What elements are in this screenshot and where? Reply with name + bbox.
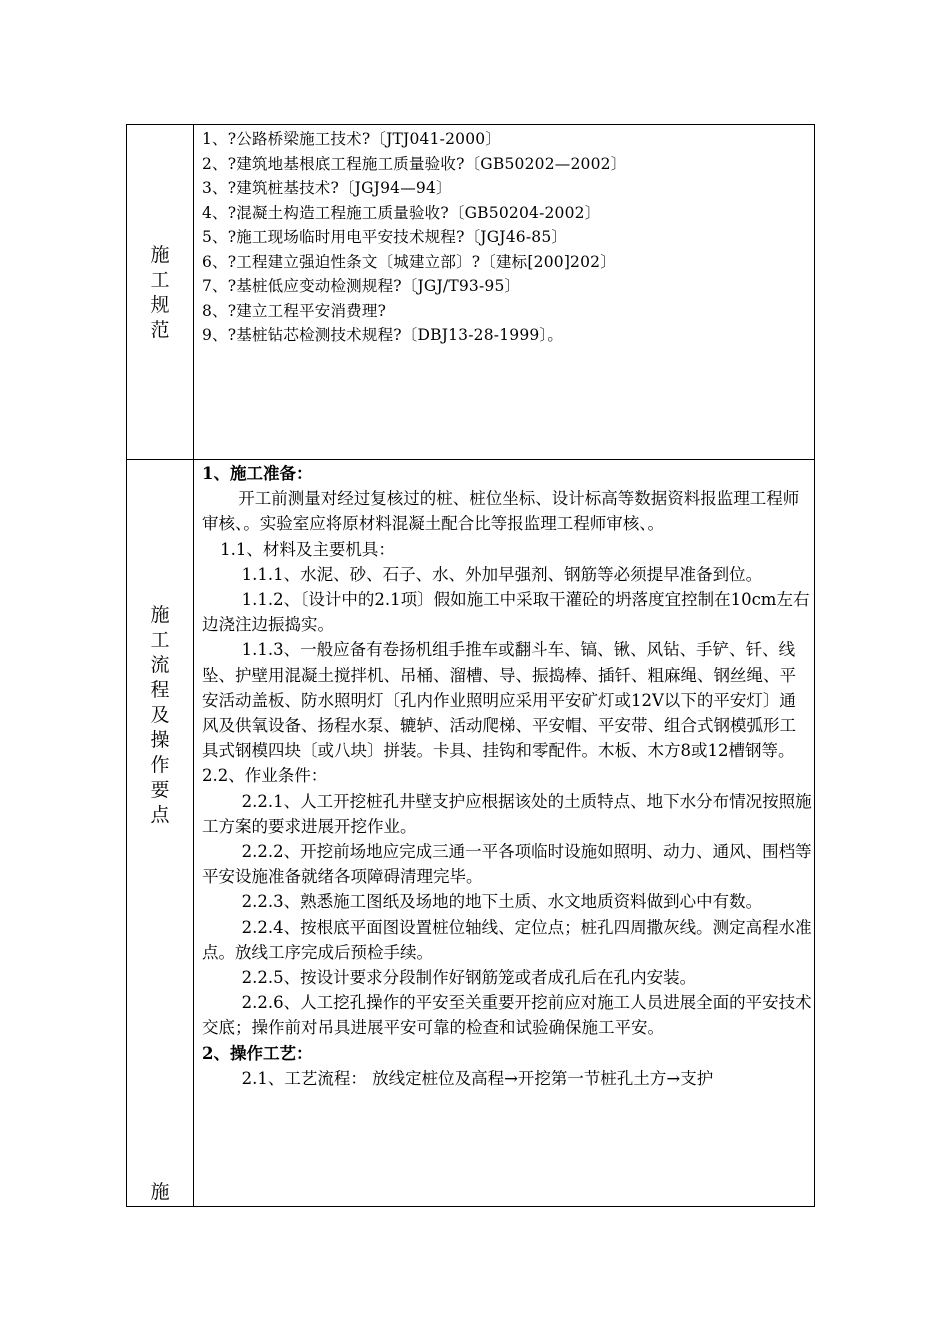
process-content [202, 461, 812, 1091]
label-construction-specs [127, 243, 193, 343]
paragraph: 1.1.1、水泥、砂、石子、水、外加早强剂、钢筋等必须提早准备到位。 [241, 564, 763, 584]
label-continued [127, 1180, 193, 1205]
spec-item: 2、?建筑地基根底工程施工质量验收?〔GB50202—2002〕 [202, 154, 627, 173]
paragraph: 2.2.3、熟悉施工图纸及场地的地下土质、水文地质资料做到心中有数。 [241, 892, 763, 912]
label-char: 施 [150, 244, 170, 266]
column-divider [193, 125, 194, 1206]
label-char: 规 [150, 294, 170, 316]
label-char: 工 [150, 629, 170, 651]
spec-table [126, 124, 815, 1207]
paragraph: 2.1、工艺流程： 放线定桩位及高程→开挖第一节桩孔土方→支护 [241, 1068, 714, 1088]
row-divider [127, 459, 814, 460]
subheading-conditions: 2.2、作业条件： [202, 766, 328, 786]
spec-item: 3、?建筑桩基技术?〔JGJ94—94〕 [202, 179, 452, 197]
label-char: 施 [150, 1181, 170, 1203]
subheading-materials: 1.1、材料及主要机具： [220, 539, 395, 559]
spec-item: 4、?混凝土构造工程施工质量验收?〔GB50204-2002〕 [202, 203, 601, 222]
paragraph: 1.1.3、一般应备有卷扬机组手推车或翻斗车、镐、锹、风钻、手铲、钎、线坠、护壁用混凝土搅拌机、吊桶、溜槽、导、振捣棒、插钎、粗麻绳、钢丝绳、平安活动盖板、防水照明灯〔孔内作业照明应采用平安矿灯或12V以下的平安灯〕通风及供氧设备、扬程水泵、辘轳、活动爬梯、平安帽、平安带、组合式钢模弧形工具式钢模四块〔或八块〕拼装。卡具、挂钩和零配件。木板、木方8或12槽钢等。 [202, 640, 796, 761]
paragraph: 2.2.1、人工开挖桩孔井壁支护应根据该处的土质特点、地下水分布情况按照施工方案的要求进展开挖作业。 [202, 791, 812, 836]
label-char: 范 [150, 319, 170, 341]
label-char: 点 [150, 804, 170, 826]
spec-item: 5、?施工现场临时用电平安技术规程?〔JGJ46-85〕 [202, 228, 568, 246]
label-char: 及 [150, 704, 170, 726]
paragraph: 2.2.5、按设计要求分段制作好钢筋笼或者成孔后在孔内安装。 [241, 968, 697, 988]
label-process-points [127, 603, 193, 828]
label-char: 程 [150, 679, 170, 701]
paragraph: 2.2.6、人工挖孔操作的平安至关重要开挖前应对施工人员进展全面的平安技术交底；操作前对吊具进展平安可靠的检查和试验确保施工平安。 [202, 993, 812, 1038]
heading-operation: 2、操作工艺： [202, 1043, 313, 1063]
spec-item: 7、?基桩低应变动检测规程?〔JGJ/T93-95〕 [202, 277, 521, 295]
spec-item: 9、?基桩钻芯检测技术规程?〔DBJ13-28-1999〕。 [202, 326, 564, 344]
label-char: 要 [150, 779, 170, 801]
label-char: 操 [150, 729, 170, 751]
paragraph: 2.2.4、按根底平面图设置桩位轴线、定位点；桩孔四周撒灰线。测定高程水准点。放线工序完成后预检手续。 [202, 917, 812, 962]
spec-list [202, 127, 812, 348]
paragraph: 1.1.2、〔设计中的2.1项〕假如施工中采取干灌砼的坍落度宜控制在10cm左右边浇注边振捣实。 [202, 590, 810, 635]
paragraph: 2.2.2、开挖前场地应完成三通一平各项临时设施如照明、动力、通风、围档等平安设施准备就绪各项障碍清理完毕。 [202, 842, 812, 887]
label-char: 作 [150, 754, 170, 776]
heading-preparation: 1、施工准备： [202, 464, 313, 483]
spec-item: 1、?公路桥梁施工技术?〔JTJ041-2000〕 [202, 130, 502, 148]
label-char: 流 [150, 654, 170, 676]
spec-item: 6、?工程建立强迫性条文〔城建立部〕?〔建标[200]202〕 [202, 252, 616, 271]
paragraph: 开工前测量对经过复核过的桩、桩位坐标、设计标高等数据资料报监理工程师审核、。实验室应将原材料混凝土配合比等报监理工程师审核、。 [202, 489, 800, 534]
label-char: 工 [150, 269, 170, 291]
spec-item: 8、?建立工程平安消费理? [202, 301, 387, 320]
label-char: 施 [150, 604, 170, 626]
